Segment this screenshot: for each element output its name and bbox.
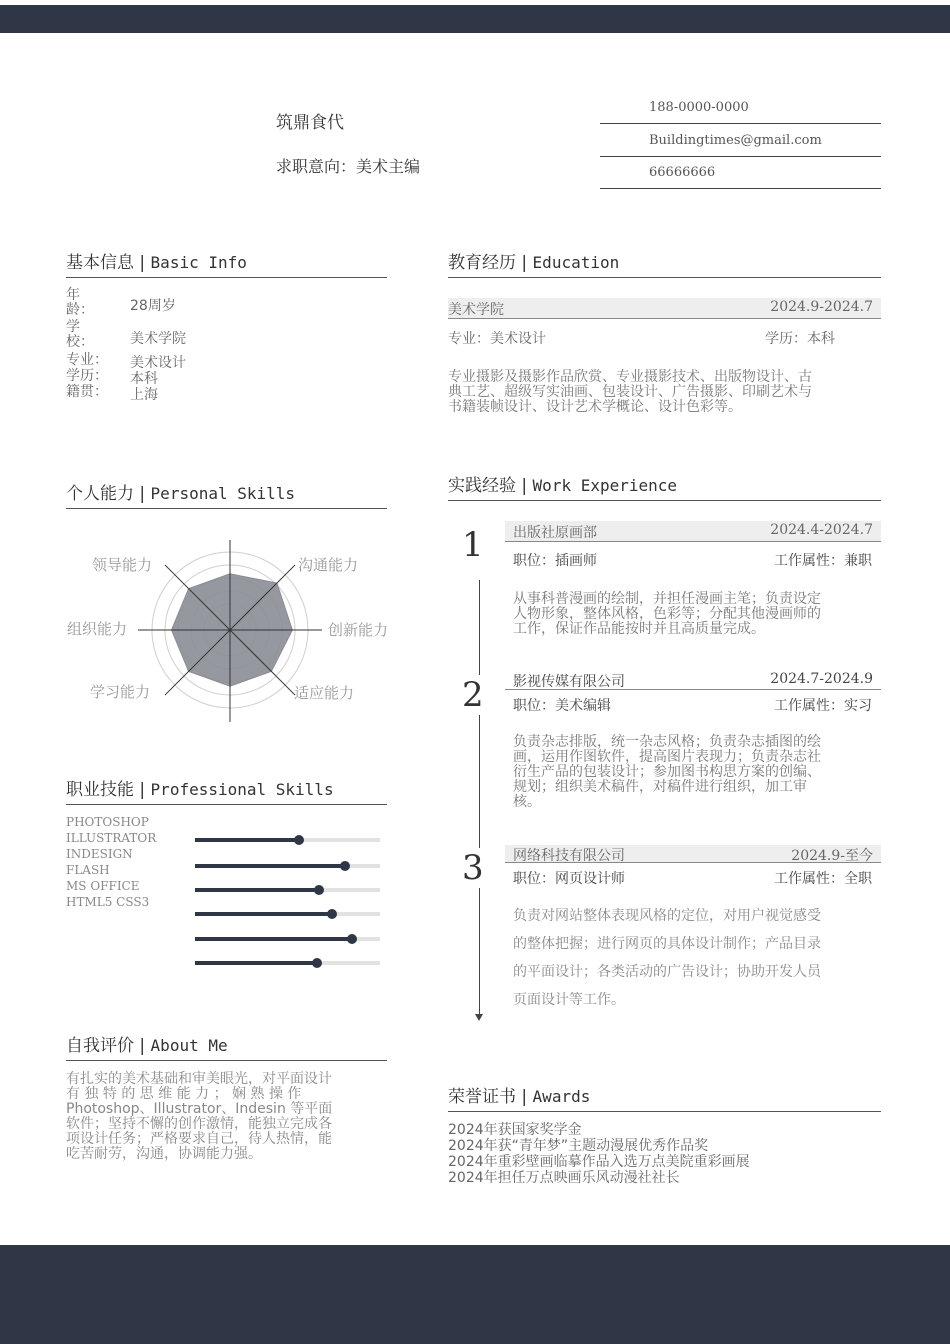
skill-bar (195, 912, 380, 916)
skill-bar-knob (327, 909, 337, 919)
job-position: 职位：美术编辑 (513, 698, 611, 714)
awards-heading (448, 1082, 881, 1112)
awards-list (448, 1122, 888, 1186)
radar-axes (138, 540, 322, 722)
job-description-line: 从事科普漫画的绘制，并担任漫画主笔；负责设定 (513, 591, 821, 607)
award-item: 2024年获“青年梦”主题动漫展优秀作品奖 (448, 1138, 709, 1154)
skill-bar-fill (195, 937, 352, 941)
contact-email-row (600, 124, 881, 157)
job-description-line: 的平面设计；各类活动的广告设计；协助开发人员 (513, 964, 821, 980)
heading-divider: | (521, 476, 528, 496)
skill-bar-fill (195, 888, 319, 892)
job-description-line: 规划；组织美术稿件，对稿件进行组织，加工审 (513, 779, 807, 795)
professional-skills-title-cn: 职业技能 (66, 780, 134, 800)
work-experience-title-en: Work Experience (532, 476, 678, 495)
professional-skills-heading (66, 775, 387, 805)
job-type: 工作属性：实习 (774, 698, 872, 714)
education-title-cn: 教育经历 (448, 253, 516, 273)
education-heading (448, 248, 881, 278)
job-description-line: 页面设计等工作。 (513, 992, 625, 1008)
job-description-line: 画，运用作图软件，提高图片表现力；负责杂志社 (513, 749, 821, 765)
job-position: 职位：网页设计师 (513, 871, 625, 887)
heading-divider: | (139, 253, 146, 273)
about-me-line: 项设计任务；严格要求自己，待人热情，能 (66, 1131, 332, 1147)
skill-name: FLASH (66, 863, 110, 877)
job-period: 2024.9-至今 (791, 848, 873, 864)
skill-bar-knob (312, 958, 322, 968)
job-company-bar (505, 521, 881, 542)
job-description-line: 衍生产品的包装设计；参加图书构思方案的创编、 (513, 764, 821, 780)
personal-skills-title-en: Personal Skills (150, 484, 296, 503)
basic-value-age: 28周岁 (130, 298, 176, 314)
basic-value-hometown: 上海 (130, 387, 158, 403)
skill-name: ILLUSTRATOR (66, 831, 157, 845)
about-me-title-cn: 自我评价 (66, 1036, 134, 1056)
award-item: 2024年获国家奖学金 (448, 1122, 582, 1138)
job-description-line: 的整体把握；进行网页的具体设计制作；产品目录 (513, 936, 821, 952)
job-description (513, 902, 883, 1014)
skill-bar (195, 937, 380, 941)
skill-name: PHOTOSHOP (66, 815, 149, 829)
award-item: 2024年重彩壁画临摹作品入选万点美院重彩画展 (448, 1154, 750, 1170)
job-description (513, 735, 883, 810)
radar-label-leadership: 领导能力 (92, 556, 153, 574)
about-me-line: 有 独 特 的 思 维 能 力 ； 娴 熟 操 作 (66, 1086, 302, 1102)
skill-bar-knob (340, 861, 350, 871)
personal-skills-title-cn: 个人能力 (66, 484, 134, 504)
education-school-bar (448, 298, 881, 319)
skill-bar-fill (195, 864, 345, 868)
bottom-banner (0, 1245, 950, 1344)
radar-label-learning: 学习能力 (90, 683, 151, 701)
awards-title-cn: 荣誉证书 (448, 1087, 516, 1107)
job-company-bar (505, 845, 881, 863)
job-number: 1 (462, 525, 484, 565)
job-position: 职位：插画师 (513, 553, 597, 569)
education-period: 2024.9-2024.7 (770, 299, 873, 315)
job-intent: 求职意向：美术主编 (276, 157, 421, 176)
work-experience-title-cn: 实践经验 (448, 476, 516, 496)
basic-label-degree: 学历： (66, 368, 108, 384)
skill-bar-fill (195, 838, 299, 842)
skill-bar (195, 838, 380, 842)
skill-name: MS OFFICE (66, 879, 140, 893)
skill-name: HTML5 CSS3 (66, 895, 150, 909)
job-period: 2024.4-2024.7 (770, 522, 873, 538)
job-type: 工作属性：全职 (774, 871, 872, 887)
radar-label-innovation: 创新能力 (328, 621, 389, 639)
heading-divider: | (521, 1087, 528, 1107)
skill-bar-knob (347, 934, 357, 944)
radar-label-organization: 组织能力 (67, 620, 128, 638)
radar-label-communication: 沟通能力 (298, 556, 359, 574)
about-me-line: 软件；坚持不懈的创作激情，能独立完成各 (66, 1116, 332, 1132)
skill-bar-knob (294, 835, 304, 845)
education-courses (448, 370, 888, 415)
basic-label-school: 学校： (66, 319, 94, 350)
job-description-line: 核。 (513, 794, 541, 810)
job-number: 3 (462, 848, 484, 888)
awards-title-en: Awards (532, 1087, 591, 1106)
basic-info-title-cn: 基本信息 (66, 253, 134, 273)
basic-value-degree: 本科 (130, 371, 158, 387)
skill-bar-fill (195, 961, 317, 965)
skill-name: INDESIGN (66, 847, 133, 861)
about-me-heading (66, 1031, 387, 1061)
radar-label-adaptability: 适应能力 (294, 684, 355, 702)
job-number: 2 (462, 675, 484, 715)
phone-number: 188-0000-0000 (649, 100, 749, 115)
heading-divider: | (139, 484, 146, 504)
contact-phone-row (600, 91, 881, 124)
basic-label-age: 年龄： (66, 287, 94, 318)
heading-divider: | (521, 253, 528, 273)
basic-value-major: 美术设计 (130, 355, 186, 371)
job-period: 2024.7-2024.9 (770, 671, 873, 687)
job-company: 影视传媒有限公司 (513, 674, 625, 690)
job-company-bar (505, 671, 881, 690)
education-course-line: 典工艺、超级写实油画、包装设计、广告摄影、印刷艺术与 (448, 384, 812, 400)
about-me-line: 有扎实的美术基础和审美眼光，对平面设计 (66, 1071, 332, 1087)
basic-label-hometown: 籍贯： (66, 384, 108, 400)
basic-value-school: 美术学院 (130, 331, 186, 347)
job-description-line: 人物形象，整体风格，色彩等；分配其他漫画师的 (513, 606, 821, 622)
candidate-name: 筑鼎食代 (276, 113, 344, 133)
email-address: Buildingtimes@gmail.com (649, 133, 822, 148)
education-course-line: 专业摄影及摄影作品欣赏、专业摄影技术、出版物设计、古 (448, 369, 812, 385)
work-experience-heading (448, 471, 881, 501)
about-me-title-en: About Me (150, 1036, 228, 1055)
heading-divider: | (139, 1036, 146, 1056)
job-type: 工作属性：兼职 (774, 553, 872, 569)
skill-bar (195, 888, 380, 892)
education-degree: 学历：本科 (765, 331, 835, 347)
skill-bar-knob (314, 885, 324, 895)
education-school: 美术学院 (448, 302, 504, 318)
personal-skills-heading (66, 479, 387, 509)
about-me-line: Photoshop、Illustrator、Indesin 等平面 (66, 1101, 333, 1117)
qq-number: 66666666 (649, 165, 716, 180)
top-banner (0, 5, 950, 33)
timeline-arrow-icon (475, 1014, 483, 1021)
skill-bar (195, 864, 380, 868)
job-description-line: 工作，保证作品能按时并且高质量完成。 (513, 621, 765, 637)
about-me-line: 吃苦耐劳，沟通，协调能力强。 (66, 1146, 262, 1162)
education-title-en: Education (532, 253, 620, 272)
professional-skills-title-en: Professional Skills (150, 780, 334, 799)
job-description-line: 负责杂志排版，统一杂志风格；负责杂志插图的绘 (513, 734, 821, 750)
education-major: 专业：美术设计 (448, 331, 546, 347)
skill-name-list (66, 814, 156, 910)
radar-chart (60, 540, 400, 730)
job-company: 网络科技有限公司 (513, 848, 625, 864)
basic-label-major: 专业： (66, 352, 108, 368)
heading-divider: | (139, 780, 146, 800)
job-description (513, 592, 883, 637)
skill-bar-fill (195, 912, 332, 916)
skill-bar (195, 961, 380, 965)
timeline-line (479, 580, 480, 1016)
basic-info-heading (66, 248, 387, 278)
education-course-line: 书籍装帧设计、设计艺术学概论、设计色彩等。 (448, 399, 742, 415)
job-company: 出版社原画部 (513, 525, 597, 541)
basic-info-title-en: Basic Info (150, 253, 247, 272)
about-me-text (66, 1072, 382, 1162)
job-description-line: 负责对网站整体表现风格的定位，对用户视觉感受 (513, 908, 821, 924)
award-item: 2024年担任万点映画乐风动漫社社长 (448, 1170, 680, 1186)
contact-qq-row (600, 156, 881, 189)
